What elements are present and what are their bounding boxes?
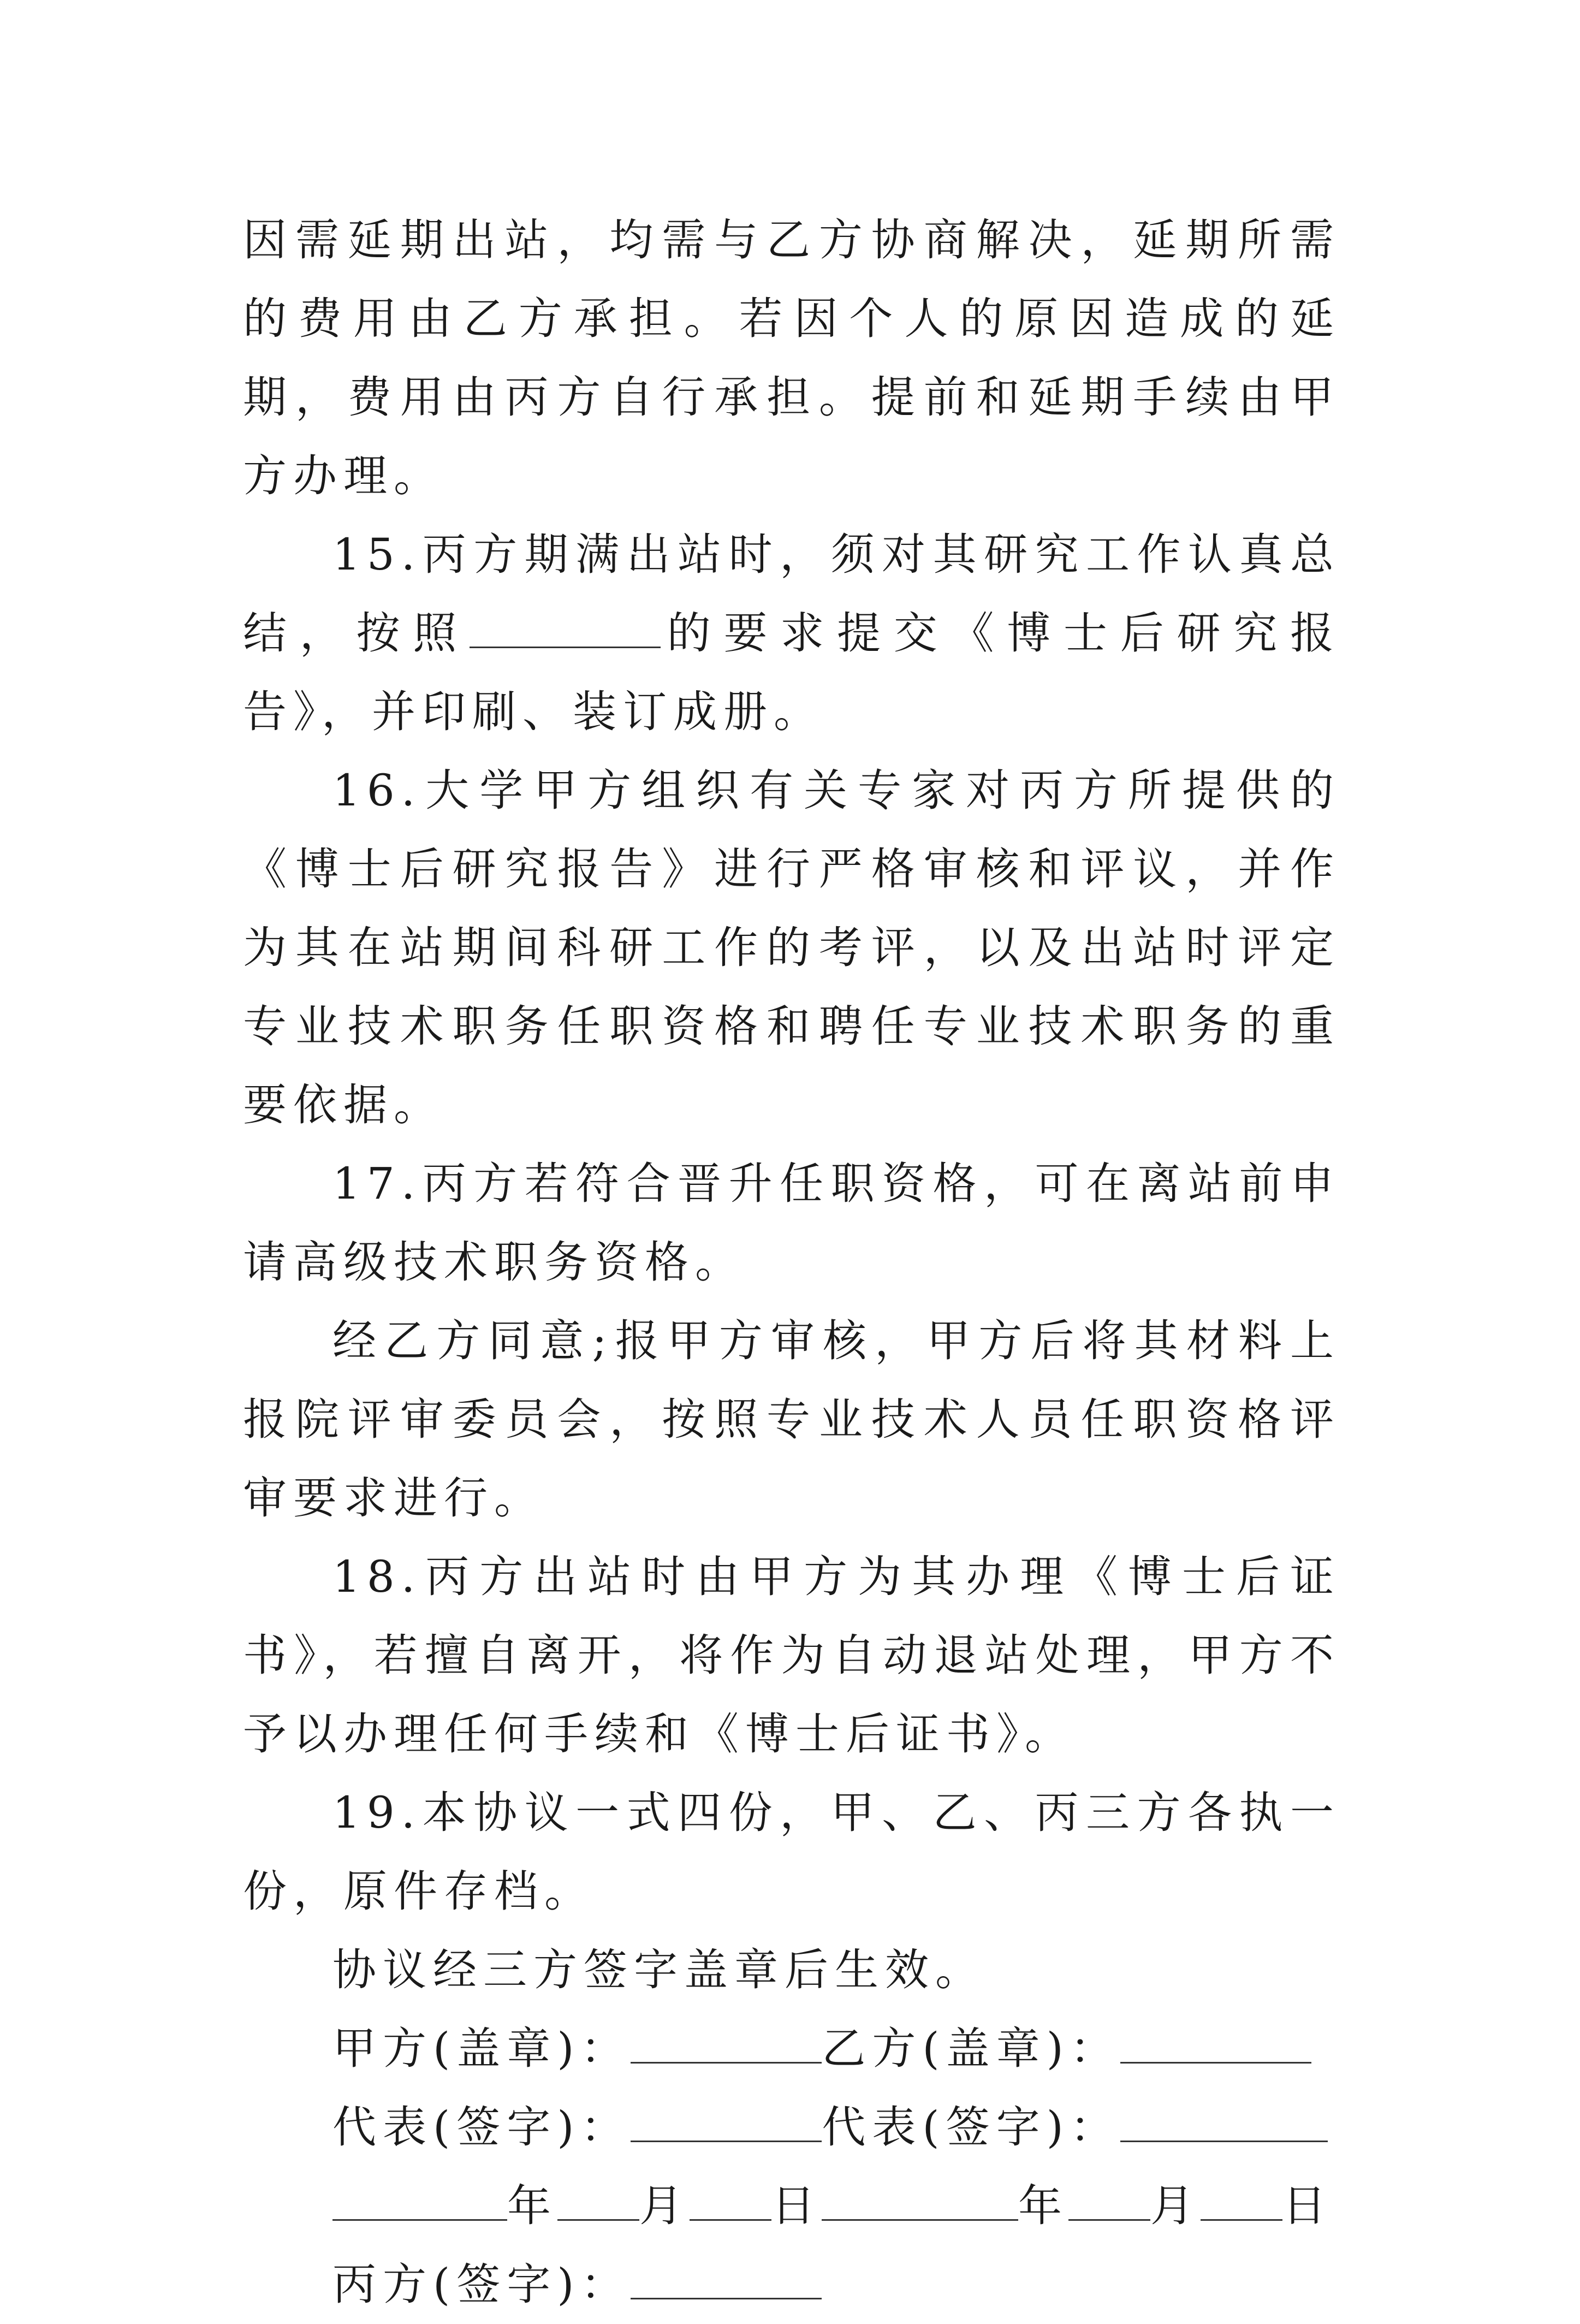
party-a-seal-blank	[631, 2023, 822, 2064]
year-label-2: 年	[1018, 2180, 1068, 2231]
day-label-2: 日	[1282, 2180, 1333, 2231]
rep-sign-label-2: 代表(签字)：	[822, 2102, 1120, 2153]
party-b-seal-blank	[1120, 2023, 1311, 2064]
party-c-sign-blank	[631, 2258, 822, 2299]
signature-seal-line	[243, 2009, 1340, 2088]
year-blank-1	[332, 2180, 507, 2221]
month-label-1: 月	[639, 2180, 690, 2231]
month-label-2: 月	[1150, 2180, 1201, 2231]
day-blank-1	[690, 2180, 771, 2221]
paragraph-15-end: 的要求提交《博士后研究报告》，并印刷、装订成册。	[243, 608, 1340, 737]
year-blank-2	[822, 2180, 1018, 2221]
rep-sign-blank-2	[1120, 2101, 1328, 2142]
year-label-1: 年	[507, 2180, 557, 2231]
signature-date-line	[243, 2167, 1340, 2245]
day-blank-2	[1201, 2180, 1282, 2221]
signature-rep-line	[243, 2088, 1340, 2167]
month-blank-1	[557, 2180, 639, 2221]
day-label-1: 日	[771, 2180, 822, 2231]
blank-requirement	[470, 607, 661, 648]
paragraph-effective: 协议经三方签字盖章后生效。	[332, 1944, 985, 1995]
party-c-sign-label: 丙方(签字)：	[332, 2259, 631, 2310]
rep-sign-label-1: 代表(签字)：	[332, 2102, 631, 2153]
signature-party-c-line	[243, 2245, 1340, 2324]
paragraph-15	[243, 515, 1340, 751]
party-b-seal-label: 乙方(盖章)：	[822, 2023, 1120, 2074]
month-blank-2	[1068, 2180, 1150, 2221]
paragraph-16: 16.大学甲方组织有关专家对丙方所提供的《博士后研究报告》进行严格审核和评议，并作为其在站期间科研工作的考评，以及出站时评定专业技术职务任职资格和聘任专业技术职务的重要依据。	[243, 765, 1340, 1130]
paragraph-19: 19.本协议一式四份，甲、乙、丙三方各执一份，原件存档。	[243, 1787, 1340, 1917]
document-body	[243, 201, 1340, 2324]
paragraph-18: 18.丙方出站时由甲方为其办理《博士后证书》，若擅自离开，将作为自动退站处理，甲方不予以办理任何手续和《博士后证书》。	[243, 1551, 1340, 1759]
paragraph-17-approval: 经乙方同意;报甲方审核，甲方后将其材料上报院评审委员会，按照专业技术人员任职资格评审要求进行。	[243, 1315, 1340, 1523]
party-a-seal-label: 甲方(盖章)：	[332, 2023, 631, 2074]
paragraph-15-start: 15.丙方期满出站时，须对其研究工作认真总结，按照	[243, 529, 1340, 659]
rep-sign-blank-1	[631, 2101, 822, 2142]
paragraph-extension: 因需延期出站，均需与乙方协商解决，延期所需的费用由乙方承担。若因个人的原因造成的延期，费用由丙方自行承担。提前和延期手续由甲方办理。	[243, 215, 1340, 501]
paragraph-17: 17.丙方若符合晋升任职资格，可在离站前申请高级技术职务资格。	[243, 1158, 1340, 1288]
